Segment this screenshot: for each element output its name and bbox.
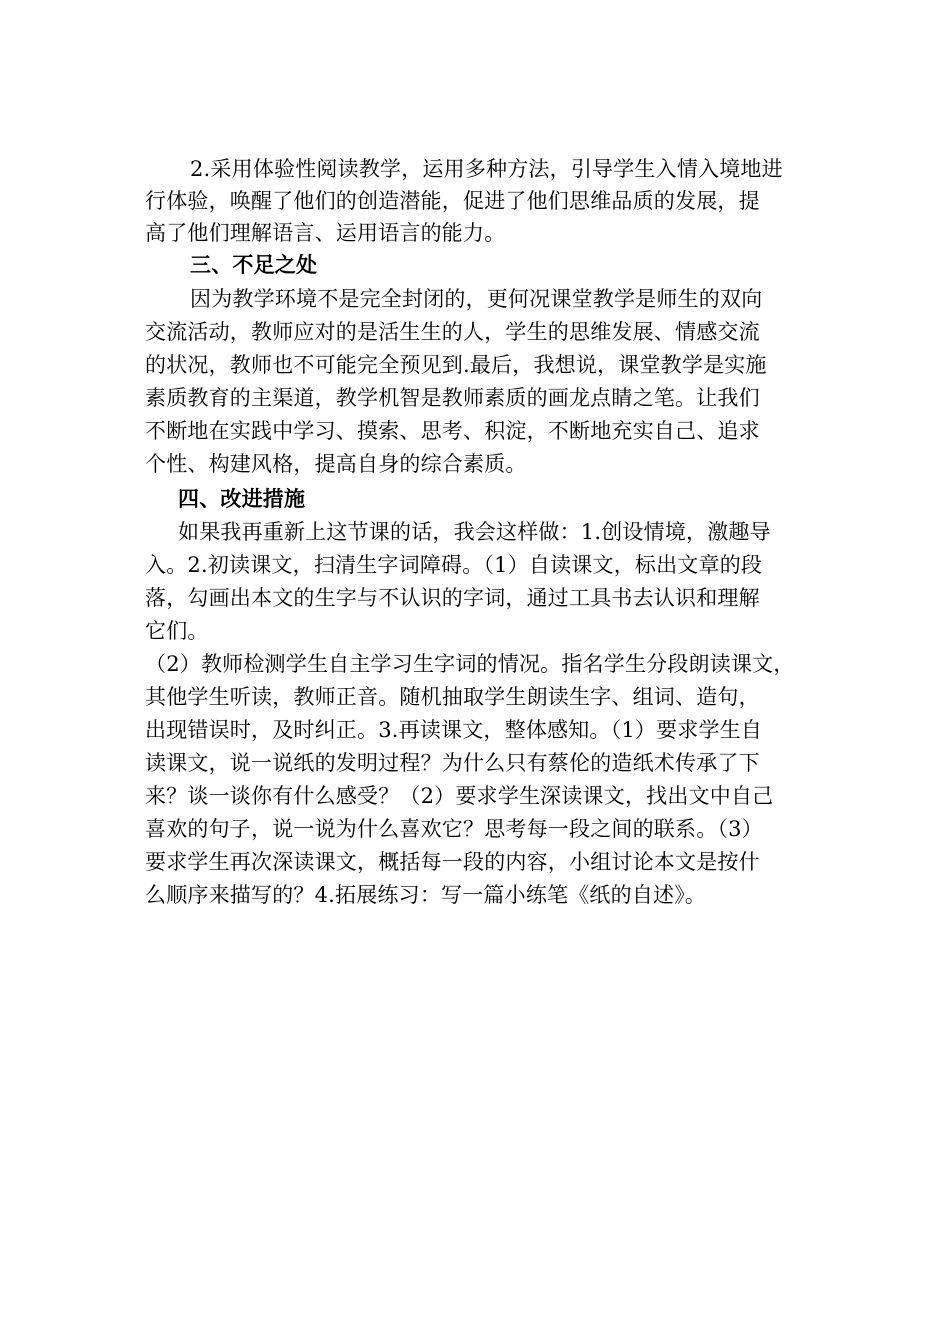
paragraph-line: 个性、构建风格，提高自身的综合素质。 — [145, 452, 527, 476]
paragraph-line: 2.采用体验性阅读教学，运用多种方法，引导学生入情入境地进 — [190, 157, 783, 181]
paragraph-line: 行体验，唤醒了他们的创造潜能，促进了他们思维品质的发展，提 — [145, 189, 760, 213]
paragraph-line: 来？谈一谈你有什么感受？（2）要求学生深读课文，找出文中自己 — [145, 784, 774, 808]
section-heading-improvements: 四、改进措施 — [178, 486, 306, 511]
paragraph-line: 么顺序来描写的？4.拓展练习：写一篇小练笔《纸的自述》。 — [145, 883, 707, 907]
paragraph-line: 素质教育的主渠道，教学机智是教师素质的画龙点睛之笔。让我们 — [145, 386, 760, 410]
paragraph-line: （2）教师检测学生自主学习生字词的情况。指名学生分段朗读课文， — [145, 652, 795, 676]
paragraph-line: 因为教学环境不是完全封闭的，更何况课堂教学是师生的双向 — [190, 287, 763, 311]
paragraph-line: 出现错误时，及时纠正。3.再读课文，整体感知。（1）要求学生自 — [145, 718, 763, 742]
paragraph-line: 如果我再重新上这节课的话，我会这样做：1.创设情境，激趣导 — [178, 520, 771, 544]
section-heading-shortcomings: 三、不足之处 — [190, 252, 318, 277]
paragraph-line: 高了他们理解语言、运用语言的能力。 — [145, 221, 506, 245]
paragraph-line: 落，勾画出本文的生字与不认识的字词，通过工具书去认识和理解 — [145, 586, 760, 610]
paragraph-line: 交流活动，教师应对的是活生生的人，学生的思维发展、情感交流 — [145, 320, 760, 344]
paragraph-line: 它们。 — [145, 619, 209, 643]
paragraph-line: 读课文，说一说纸的发明过程？为什么只有蔡伦的造纸术传承了下 — [145, 751, 760, 775]
paragraph-line: 的状况，教师也不可能完全预见到.最后，我想说，课堂教学是实施 — [145, 353, 767, 377]
paragraph-line: 其他学生听读，教师正音。随机抽取学生朗读生字、组词、造句， — [145, 685, 760, 709]
paragraph-line: 入。2.初读课文，扫清生字词障碍。（1）自读课文，标出文章的段 — [145, 553, 763, 577]
paragraph-line: 不断地在实践中学习、摸索、思考、积淀，不断地充实自己、追求 — [145, 419, 760, 443]
paragraph-line: 喜欢的句子，说一说为什么喜欢它？思考每一段之间的联系。（3） — [145, 817, 763, 841]
paragraph-line: 要求学生再次深读课文，概括每一段的内容，小组讨论本文是按什 — [145, 850, 760, 874]
